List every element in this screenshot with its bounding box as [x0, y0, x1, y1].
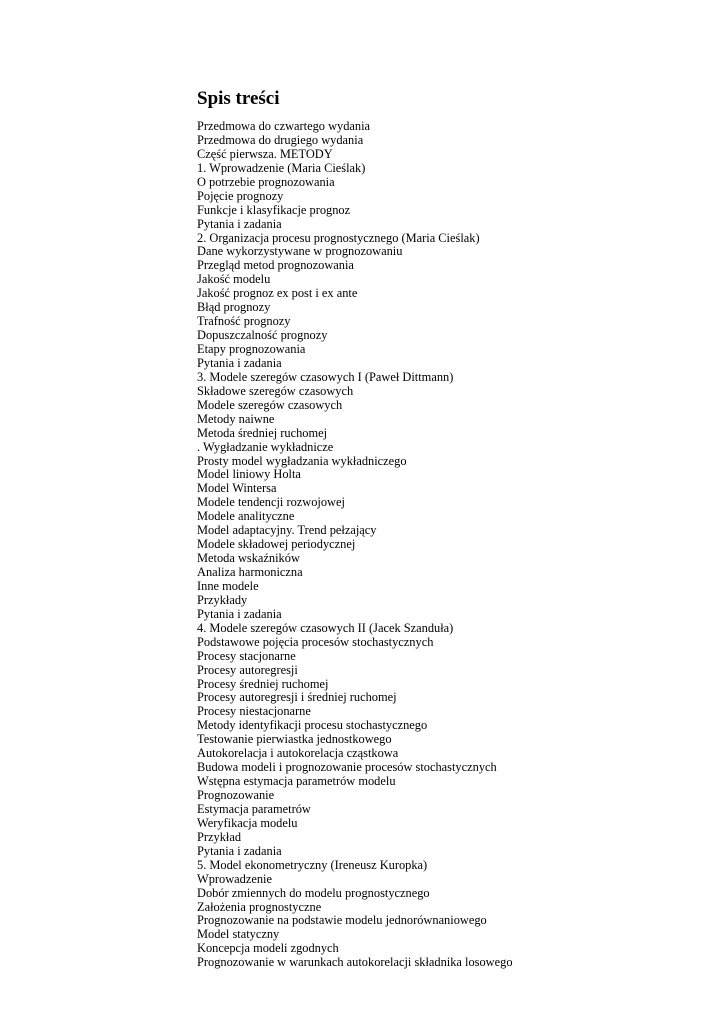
toc-entry: Procesy autoregresji — [197, 662, 298, 677]
toc-entry: Jakość prognoz ex post i ex ante — [197, 286, 358, 301]
toc-entry: Składowe szeregów czasowych — [197, 383, 354, 398]
toc-entry: Część pierwsza. METODY — [197, 146, 333, 161]
toc-entry: Wstępna estymacja parametrów modelu — [197, 774, 396, 789]
toc-entry: Etapy prognozowania — [197, 342, 306, 356]
toc-entry: Przykład — [197, 829, 242, 844]
toc-entry: Procesy stacjonarne — [197, 648, 296, 663]
toc-entry: Koncepcja modeli zgodnych — [197, 941, 339, 956]
toc-entry: Model statyczny — [197, 927, 280, 942]
toc-entry: Metody identyfikacji procesu stochastycznego — [197, 718, 428, 733]
toc-entry: Funkcje i klasyfikacje prognoz — [197, 202, 351, 217]
toc-entry: 2. Organizacja procesu prognostycznego (Maria Cieślak) — [197, 230, 480, 245]
toc-entry: Jakość modelu — [197, 272, 271, 287]
toc-entry: Weryfikacja modelu — [197, 815, 298, 830]
toc-entry: Pytania i zadania — [197, 216, 282, 231]
toc-entry: Budowa modeli i prognozowanie procesów stochastycznych — [197, 760, 497, 775]
toc-entry: Estymacja parametrów — [197, 801, 311, 816]
toc-entry: Procesy niestacjonarne — [197, 704, 311, 719]
toc-entry: Dane wykorzystywane w prognozowaniu — [197, 244, 403, 259]
toc-entry: Przykłady — [197, 592, 248, 607]
toc-entry: Trafność prognozy — [197, 314, 291, 329]
toc-entry: . Wygładzanie wykładnicze — [197, 439, 334, 454]
toc-entry: Przedmowa do czwartego wydania — [197, 119, 371, 133]
toc-entry: Model adaptacyjny. Trend pełzający — [197, 523, 377, 538]
toc-entry: Prognozowanie w warunkach autokorelacji składnika losowego — [197, 955, 513, 970]
toc-entry: Metoda średniej ruchomej — [197, 425, 328, 440]
toc-entry: Modele tendencji rozwojowej — [197, 495, 345, 510]
table-of-contents — [197, 120, 513, 970]
toc-entry: Pytania i zadania — [197, 843, 282, 858]
toc-entry: 4. Modele szeregów czasowych II (Jacek Szanduła) — [197, 620, 454, 635]
toc-entry: 3. Modele szeregów czasowych I (Paweł Dittmann) — [197, 369, 454, 384]
toc-entry: Analiza harmoniczna — [197, 565, 303, 579]
toc-entry: Dobór zmiennych do modelu prognostycznego — [197, 885, 430, 900]
toc-entry: Założenia prognostyczne — [197, 899, 322, 914]
toc-entry: Pytania i zadania — [197, 355, 282, 370]
toc-entry: Metody naiwne — [197, 411, 275, 426]
toc-entry: 5. Model ekonometryczny (Ireneusz Kuropka) — [197, 857, 428, 872]
toc-entry: O potrzebie prognozowania — [197, 174, 335, 189]
toc-entry: Pojęcie prognozy — [197, 188, 284, 203]
toc-entry: Błąd prognozy — [197, 300, 271, 315]
page-title: Spis treści — [197, 88, 280, 109]
toc-entry: Przegląd metod prognozowania — [197, 258, 354, 273]
toc-entry: Wprowadzenie — [197, 871, 272, 886]
toc-entry: Model Wintersa — [197, 481, 277, 496]
toc-entry: 1. Wprowadzenie (Maria Cieślak) — [197, 160, 366, 175]
toc-entry: Autokorelacja i autokorelacja cząstkowa — [197, 746, 399, 761]
toc-entry: Modele analityczne — [197, 509, 295, 524]
toc-entry: Procesy średniej ruchomej — [197, 676, 329, 691]
toc-entry: Inne modele — [197, 578, 259, 593]
toc-entry: Prosty model wygładzania wykładniczego — [197, 453, 407, 468]
toc-entry: Przedmowa do drugiego wydania — [197, 132, 364, 147]
toc-entry: Pytania i zadania — [197, 606, 282, 621]
toc-entry: Prognozowanie na podstawie modelu jednorównaniowego — [197, 913, 487, 928]
toc-entry: Modele szeregów czasowych — [197, 397, 343, 412]
toc-entry: Podstawowe pojęcia procesów stochastycznych — [197, 634, 434, 649]
toc-entry: Metoda wskaźników — [197, 551, 300, 566]
toc-entry: Procesy autoregresji i średniej ruchomej — [197, 690, 397, 705]
toc-entry: Model liniowy Holta — [197, 467, 301, 482]
toc-entry: Testowanie pierwiastka jednostkowego — [197, 732, 392, 747]
toc-entry: Dopuszczalność prognozy — [197, 328, 328, 343]
toc-entry: Modele składowej periodycznej — [197, 537, 356, 552]
toc-entry: Prognozowanie — [197, 788, 275, 802]
